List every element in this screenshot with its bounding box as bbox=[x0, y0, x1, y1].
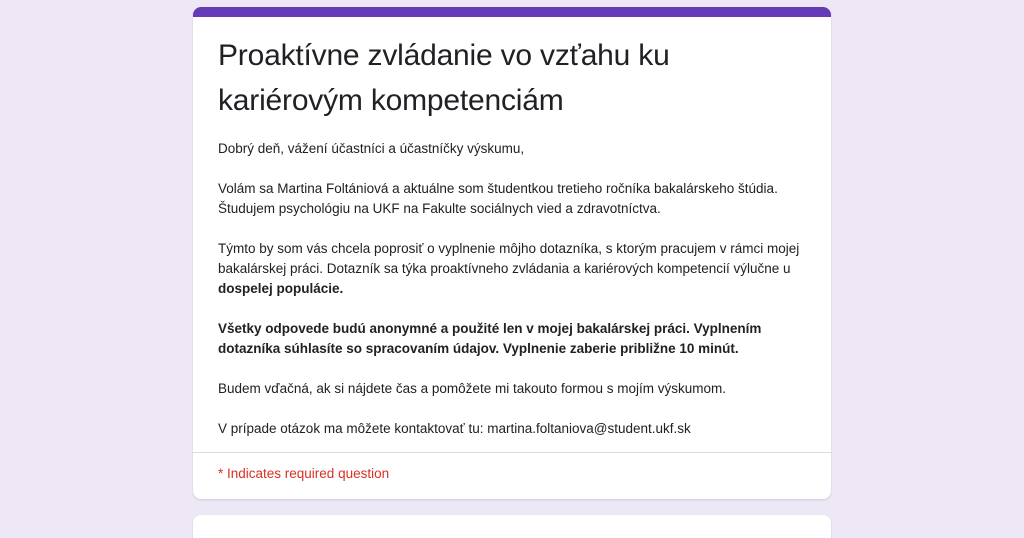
description-request-text: Týmto by som vás chcela poprosiť o vyplnenie môjho dotazníka, s ktorým pracujem v rámci mojej bakalárskej práci. Dotazník sa týka proaktívneho zvládania a kariérových kompetencií výlučne u bbox=[218, 241, 800, 276]
description-contact: V prípade otázok ma môžete kontaktovať tu: martina.foltaniova@student.ukf.sk bbox=[218, 421, 691, 436]
form-description bbox=[218, 139, 806, 439]
description-thanks: Budem vďačná, ak si nájdete čas a pomôžete mi takouto formou s mojím výskumom. bbox=[218, 381, 727, 396]
description-greeting: Dobrý deň, vážení účastníci a účastníčky výskumu, bbox=[218, 141, 525, 156]
required-question-note: * Indicates required question bbox=[218, 466, 390, 481]
header-accent-bar bbox=[193, 7, 831, 17]
form-header-card bbox=[193, 7, 831, 499]
description-intro: Volám sa Martina Foltániová a aktuálne som študentkou tretieho ročníka bakalárskeho štúdia. Študujem psychológiu na UKF na Fakulte sociálnych vied a zdravotníctva. bbox=[218, 181, 778, 216]
header-divider bbox=[193, 452, 831, 453]
next-question-card bbox=[193, 515, 831, 538]
description-request bbox=[218, 239, 806, 299]
form-title: Proaktívne zvládanie vo vzťahu ku kariérovým kompetenciám bbox=[218, 39, 670, 117]
description-request-emphasis: dospelej populácie. bbox=[218, 281, 344, 296]
header-body bbox=[193, 17, 831, 439]
description-anonymity: Všetky odpovede budú anonymné a použité len v mojej bakalárskej práci. Vyplnením dotazníka súhlasíte so spracovaním údajov. Vyplnenie zaberie približne 10 minút. bbox=[218, 321, 762, 356]
